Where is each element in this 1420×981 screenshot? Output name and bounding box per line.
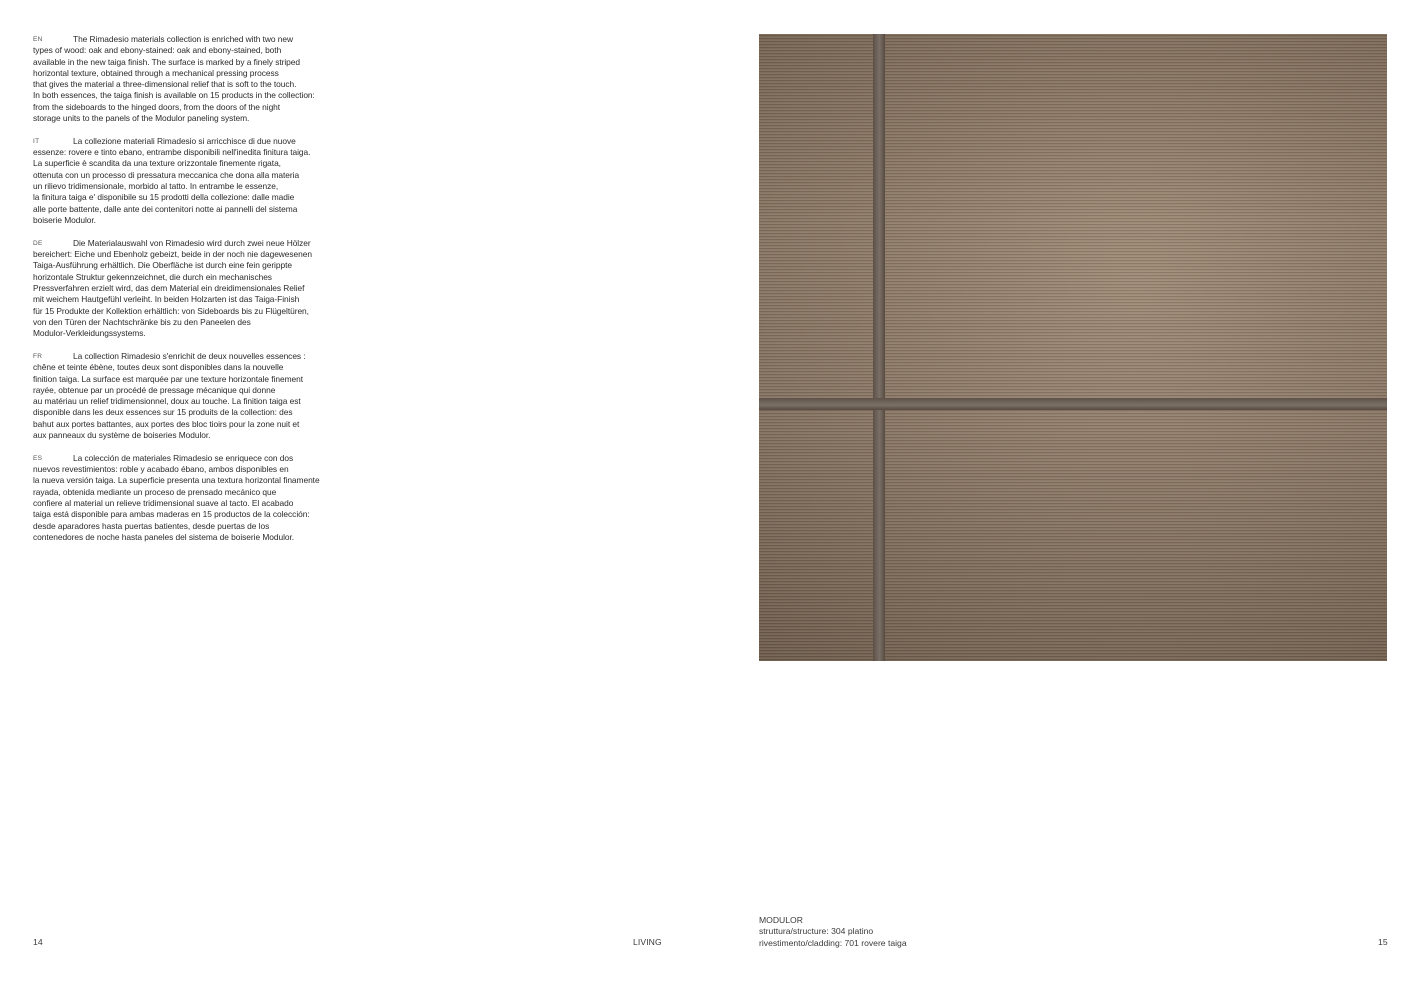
text-line: chêne et teinte ébène, toutes deux sont disponibles dans la nouvelle [33, 362, 284, 373]
text-line: un rilievo tridimensionale, morbido al tatto. In entrambe le essenze, [33, 181, 279, 192]
text-line: taiga está disponible para ambas maderas en 15 productos de la colección: [33, 509, 310, 520]
vertical-groove [873, 34, 885, 661]
caption-structure: struttura/structure: 304 platino [759, 926, 874, 937]
text-block-en [33, 34, 353, 124]
paragraph [33, 136, 353, 226]
text-line: confiere al material un relieve tridimensional suave al tacto. El acabado [33, 497, 294, 508]
text-line: alle porte battente, dalle ante dei contenitori notte ai pannelli del sistema [33, 203, 298, 214]
text-line: Taiga-Ausführung erhältlich. Die Oberfläche ist durch eine fein gerippte [33, 260, 292, 271]
paragraph [33, 351, 353, 441]
paragraph [33, 34, 353, 124]
text-line: essenze: rovere e tinto ebano, entrambe disponibili nell'inedita finitura taiga. [33, 147, 311, 158]
text-line: available in the new taiga finish. The surface is marked by a finely striped [33, 56, 300, 67]
text-line: types of wood: oak and ebony-stained: oak and ebony-stained, both [33, 45, 282, 56]
text-line: The Rimadesio materials collection is enriched with two new [73, 34, 294, 44]
text-line: rayada, obtenida mediante un proceso de prensado mecánico que [33, 486, 277, 497]
section-label: LIVING [633, 937, 662, 947]
text-line: boiserie Modulor. [33, 214, 96, 225]
text-line: la nueva versión taiga. La superficie presenta una textura horizontal finamente [33, 475, 320, 486]
horizontal-groove [759, 398, 1387, 410]
text-line: Die Materialauswahl von Rimadesio wird durch zwei neue Hölzer [73, 237, 311, 248]
text-line: In both essences, the taiga finish is available on 15 products in the collection: [33, 90, 315, 101]
text-line: desde aparadores hasta puertas batientes, desde puertas de los [33, 520, 270, 531]
language-tag: IT [33, 137, 40, 145]
text-block-de [33, 238, 353, 340]
text-line: horizontale Struktur gekennzeichnet, die durch ein mechanisches [33, 271, 272, 282]
paragraph [33, 238, 353, 340]
text-line: La collezione materiali Rimadesio si arricchisce di due nuove [73, 135, 296, 146]
text-line: au matériau un relief tridimensionnel, doux au touche. La finition taiga est [33, 396, 301, 407]
text-line: für 15 Produkte der Kollektion erhältlich: von Sideboards bis zu Flügeltüren, [33, 305, 309, 316]
text-line: contenedores de noche hasta paneles del sistema de boiserie Modulor. [33, 531, 295, 542]
text-block-it [33, 136, 353, 226]
wood-panel-photo [759, 34, 1387, 661]
text-line: La collection Rimadesio s'enrichit de deux nouvelles essences : [73, 350, 306, 361]
text-block-es [33, 453, 353, 543]
text-line: bereichert: Eiche und Ebenholz gebeizt, beide in der noch nie dagewesenen [33, 249, 312, 260]
text-line: mit weichem Hautgefühl verleiht. In beiden Holzarten ist das Taiga-Finish [33, 294, 300, 305]
page-number-right: 15 [1378, 937, 1388, 947]
text-line: aux panneaux du système de boiseries Modulor. [33, 430, 211, 440]
text-line: Modulor-Verkleidungssystems. [33, 328, 146, 339]
text-line: finition taiga. La surface est marquée par une texture horizontale finement [33, 373, 303, 384]
text-line: storage units to the panels of the Modulor paneling system. [33, 113, 250, 124]
language-tag: ES [33, 454, 43, 462]
page-number-left: 14 [33, 937, 43, 947]
text-line: bahut aux portes battantes, aux portes des bloc tioirs pour la zone nuit et [33, 418, 300, 429]
text-line: Pressverfahren erzielt wird, das dem Material ein dreidimensionales Relief [33, 282, 305, 293]
language-tag: EN [33, 36, 43, 43]
text-line: ottenuta con un processo di pressatura meccanica che dona alla materia [33, 169, 300, 180]
paragraph [33, 453, 353, 543]
language-tag: FR [33, 352, 43, 360]
text-line: that gives the material a three-dimensional relief that is soft to the touch. [33, 79, 297, 90]
text-line: disponible dans les deux essences sur 15 produits de la collection: des [33, 407, 293, 418]
text-line: la finitura taiga e' disponibile su 15 prodotti della collezione: dalle madie [33, 192, 295, 203]
text-line: La colección de materiales Rimadesio se enriquece con dos [73, 452, 294, 463]
text-line: rayée, obtenue par un procédé de pressage mécanique qui donne [33, 384, 276, 395]
text-column [33, 34, 353, 555]
text-line: nuevos revestimientos: roble y acabado ébano, ambos disponibles en [33, 464, 289, 475]
photo-caption [759, 915, 907, 949]
text-line: horizontal texture, obtained through a mechanical pressing process [33, 67, 279, 78]
language-tag: DE [33, 239, 43, 247]
text-line: von den Türen der Nachtschränke bis zu den Paneelen des [33, 316, 251, 327]
caption-cladding: rivestimento/cladding: 701 rovere taiga [759, 937, 907, 948]
caption-title: MODULOR [759, 915, 803, 925]
text-block-fr [33, 351, 353, 441]
text-line: from the sideboards to the hinged doors, from the doors of the night [33, 101, 281, 112]
text-line: La superficie è scandita da una texture orizzontale finemente rigata, [33, 158, 281, 169]
